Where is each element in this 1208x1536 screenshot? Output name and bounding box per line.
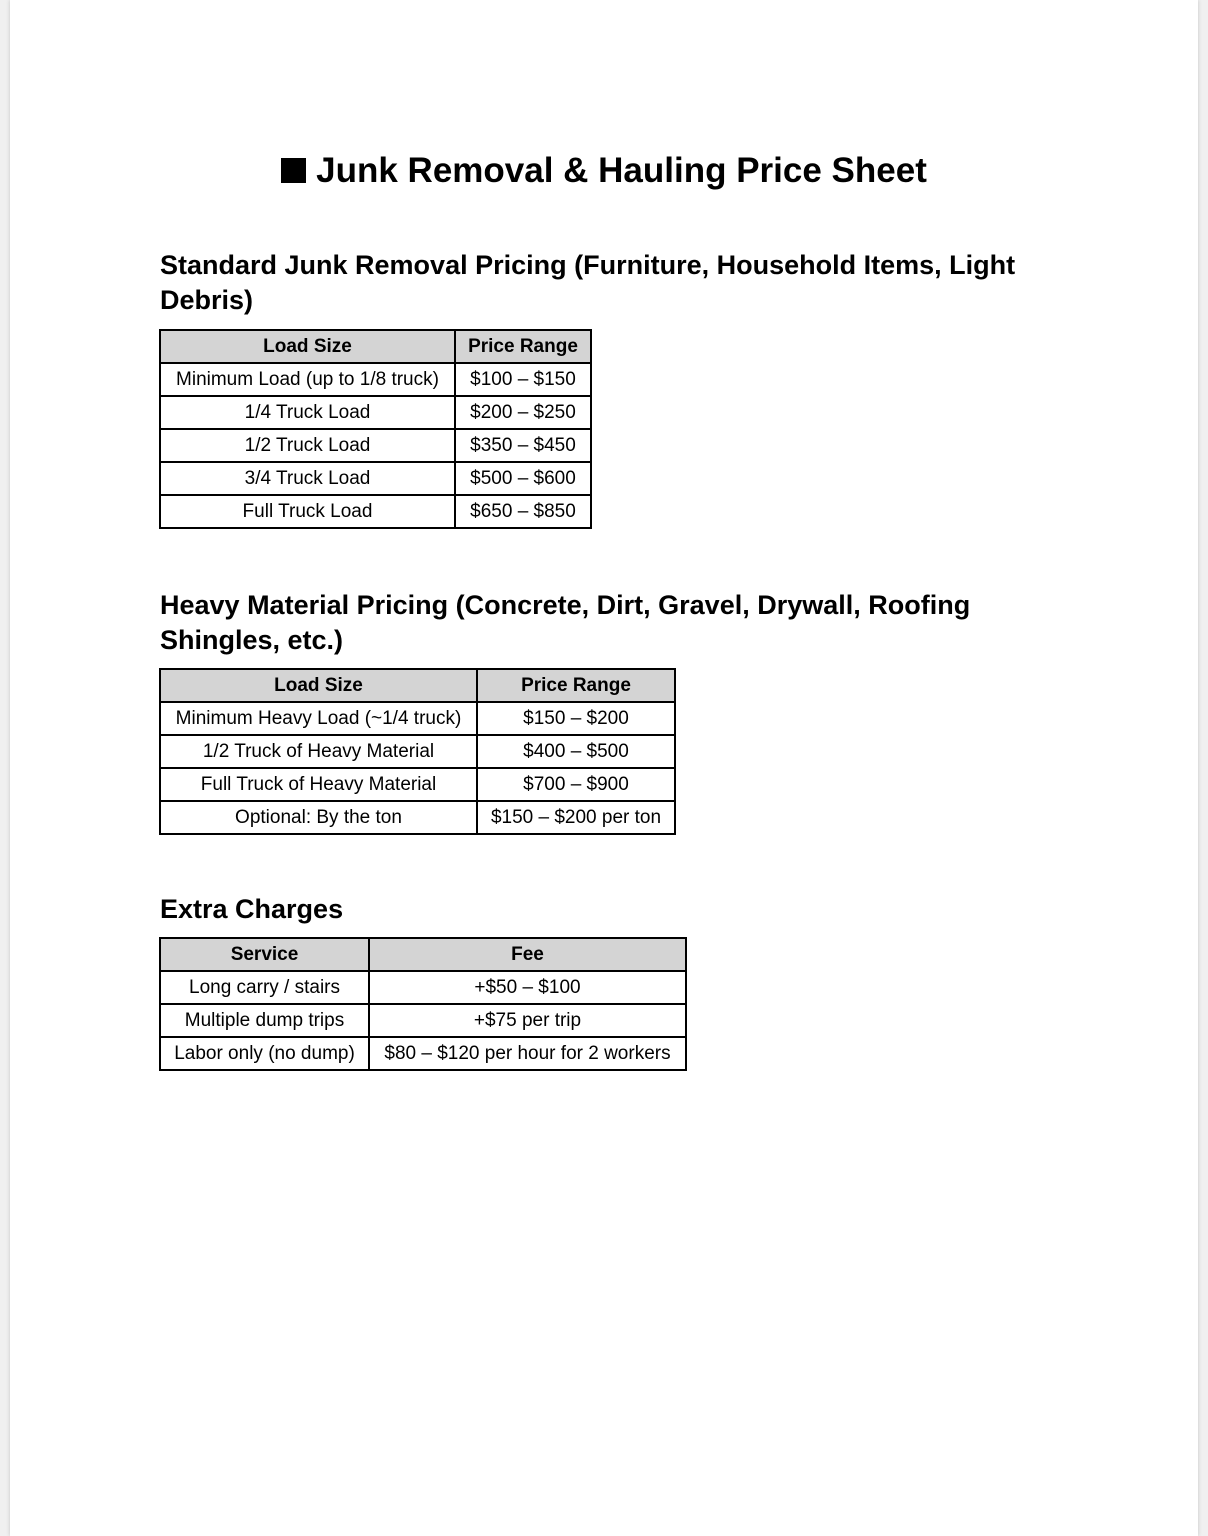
table-row	[160, 801, 675, 834]
price-range-cell: $650 – $850	[455, 495, 591, 528]
heavy-material-table	[159, 668, 676, 835]
load-size-cell: Minimum Load (up to 1/8 truck)	[160, 363, 455, 396]
black-square-icon	[281, 158, 306, 183]
table-row	[160, 1004, 686, 1037]
fee-cell: +$75 per trip	[369, 1004, 686, 1037]
table-row	[160, 735, 675, 768]
service-cell: Labor only (no dump)	[160, 1037, 369, 1070]
table-header-row	[160, 938, 686, 971]
column-header-service: Service	[160, 938, 369, 971]
table-row	[160, 396, 591, 429]
page-title-text: Junk Removal & Hauling Price Sheet	[316, 151, 927, 190]
table-row	[160, 768, 675, 801]
table-row	[160, 462, 591, 495]
load-size-cell: 1/4 Truck Load	[160, 396, 455, 429]
table-row	[160, 429, 591, 462]
table-header-row	[160, 669, 675, 702]
price-range-cell: $200 – $250	[455, 396, 591, 429]
column-header-price-range: Price Range	[477, 669, 675, 702]
table-row	[160, 495, 591, 528]
load-size-cell: 3/4 Truck Load	[160, 462, 455, 495]
table-row	[160, 971, 686, 1004]
load-size-cell: Full Truck Load	[160, 495, 455, 528]
standard-pricing-heading: Standard Junk Removal Pricing (Furniture, Household Items, Light Debris)	[160, 250, 1016, 315]
fee-cell: +$50 – $100	[369, 971, 686, 1004]
price-range-cell: $350 – $450	[455, 429, 591, 462]
column-header-price-range: Price Range	[455, 330, 591, 363]
column-header-load-size: Load Size	[160, 669, 477, 702]
page-title	[10, 150, 1198, 192]
load-size-cell: 1/2 Truck of Heavy Material	[160, 735, 477, 768]
load-size-cell: 1/2 Truck Load	[160, 429, 455, 462]
load-size-cell: Optional: By the ton	[160, 801, 477, 834]
load-size-cell: Full Truck of Heavy Material	[160, 768, 477, 801]
service-cell: Multiple dump trips	[160, 1004, 369, 1037]
table-row	[160, 363, 591, 396]
price-range-cell: $150 – $200 per ton	[477, 801, 675, 834]
heavy-material-heading: Heavy Material Pricing (Concrete, Dirt, Gravel, Drywall, Roofing Shingles, etc.)	[160, 590, 971, 655]
table-row	[160, 1037, 686, 1070]
document-page	[10, 0, 1198, 1536]
column-header-fee: Fee	[369, 938, 686, 971]
table-header-row	[160, 330, 591, 363]
price-range-cell: $400 – $500	[477, 735, 675, 768]
extra-charges-table	[159, 937, 687, 1071]
price-range-cell: $150 – $200	[477, 702, 675, 735]
extra-charges-heading: Extra Charges	[160, 894, 344, 924]
column-header-load-size: Load Size	[160, 330, 455, 363]
price-range-cell: $500 – $600	[455, 462, 591, 495]
fee-cell: $80 – $120 per hour for 2 workers	[369, 1037, 686, 1070]
service-cell: Long carry / stairs	[160, 971, 369, 1004]
table-row	[160, 702, 675, 735]
standard-pricing-table	[159, 329, 592, 529]
load-size-cell: Minimum Heavy Load (~1/4 truck)	[160, 702, 477, 735]
price-range-cell: $100 – $150	[455, 363, 591, 396]
price-range-cell: $700 – $900	[477, 768, 675, 801]
